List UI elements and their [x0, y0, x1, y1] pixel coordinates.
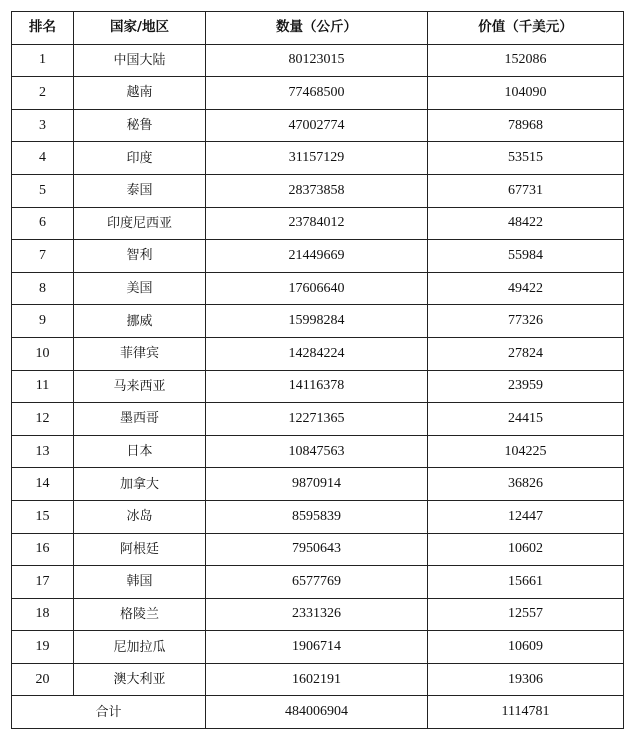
cell-rank: 3 — [12, 109, 74, 142]
cell-country: 格陵兰 — [74, 598, 206, 631]
cell-quantity: 14116378 — [206, 370, 428, 403]
table-row — [12, 370, 624, 403]
total-label: 合计 — [12, 696, 206, 729]
cell-country: 马来西亚 — [74, 370, 206, 403]
cell-value: 67731 — [428, 174, 624, 207]
table-row — [12, 403, 624, 436]
cell-rank: 2 — [12, 77, 74, 110]
cell-country: 越南 — [74, 77, 206, 110]
import-ranking-table — [11, 11, 624, 729]
header-row — [12, 12, 624, 45]
cell-value: 77326 — [428, 305, 624, 338]
table-row — [12, 468, 624, 501]
total-row — [12, 696, 624, 729]
total-value: 1114781 — [428, 696, 624, 729]
cell-value: 15661 — [428, 566, 624, 599]
cell-rank: 8 — [12, 272, 74, 305]
cell-quantity: 6577769 — [206, 566, 428, 599]
cell-quantity: 10847563 — [206, 435, 428, 468]
cell-quantity: 7950643 — [206, 533, 428, 566]
cell-value: 12557 — [428, 598, 624, 631]
cell-rank: 4 — [12, 142, 74, 175]
cell-country: 泰国 — [74, 174, 206, 207]
cell-quantity: 31157129 — [206, 142, 428, 175]
cell-country: 阿根廷 — [74, 533, 206, 566]
cell-rank: 1 — [12, 44, 74, 77]
cell-value: 24415 — [428, 403, 624, 436]
table-row — [12, 337, 624, 370]
table-row — [12, 142, 624, 175]
cell-quantity: 28373858 — [206, 174, 428, 207]
cell-value: 104225 — [428, 435, 624, 468]
cell-country: 澳大利亚 — [74, 663, 206, 696]
cell-quantity: 12271365 — [206, 403, 428, 436]
cell-quantity: 47002774 — [206, 109, 428, 142]
cell-value: 27824 — [428, 337, 624, 370]
cell-quantity: 23784012 — [206, 207, 428, 240]
table-row — [12, 240, 624, 273]
table-row — [12, 174, 624, 207]
cell-country: 墨西哥 — [74, 403, 206, 436]
cell-rank: 11 — [12, 370, 74, 403]
cell-country: 美国 — [74, 272, 206, 305]
table-row — [12, 435, 624, 468]
table-row — [12, 207, 624, 240]
cell-country: 日本 — [74, 435, 206, 468]
cell-quantity: 8595839 — [206, 500, 428, 533]
cell-rank: 6 — [12, 207, 74, 240]
cell-country: 韩国 — [74, 566, 206, 599]
table-row — [12, 305, 624, 338]
cell-value: 23959 — [428, 370, 624, 403]
cell-value: 12447 — [428, 500, 624, 533]
cell-value: 19306 — [428, 663, 624, 696]
cell-rank: 5 — [12, 174, 74, 207]
cell-country: 中国大陆 — [74, 44, 206, 77]
cell-rank: 15 — [12, 500, 74, 533]
cell-value: 53515 — [428, 142, 624, 175]
cell-rank: 17 — [12, 566, 74, 599]
cell-rank: 18 — [12, 598, 74, 631]
cell-country: 印度尼西亚 — [74, 207, 206, 240]
cell-value: 48422 — [428, 207, 624, 240]
cell-value: 104090 — [428, 77, 624, 110]
cell-rank: 9 — [12, 305, 74, 338]
total-quantity: 484006904 — [206, 696, 428, 729]
table-row — [12, 500, 624, 533]
cell-quantity: 77468500 — [206, 77, 428, 110]
cell-country: 印度 — [74, 142, 206, 175]
cell-value: 78968 — [428, 109, 624, 142]
cell-rank: 7 — [12, 240, 74, 273]
cell-value: 10602 — [428, 533, 624, 566]
cell-quantity: 21449669 — [206, 240, 428, 273]
cell-country: 挪威 — [74, 305, 206, 338]
table-row — [12, 272, 624, 305]
table-row — [12, 663, 624, 696]
cell-country: 冰岛 — [74, 500, 206, 533]
cell-value: 49422 — [428, 272, 624, 305]
cell-value: 36826 — [428, 468, 624, 501]
cell-quantity: 1602191 — [206, 663, 428, 696]
table-row — [12, 44, 624, 77]
cell-rank: 13 — [12, 435, 74, 468]
cell-rank: 16 — [12, 533, 74, 566]
table-row — [12, 109, 624, 142]
cell-quantity: 14284224 — [206, 337, 428, 370]
header-quantity: 数量（公斤） — [206, 12, 428, 45]
table-container — [11, 11, 624, 729]
cell-rank: 12 — [12, 403, 74, 436]
table-row — [12, 77, 624, 110]
cell-country: 菲律宾 — [74, 337, 206, 370]
cell-quantity: 80123015 — [206, 44, 428, 77]
cell-value: 10609 — [428, 631, 624, 664]
cell-country: 秘鲁 — [74, 109, 206, 142]
table-row — [12, 566, 624, 599]
cell-quantity: 15998284 — [206, 305, 428, 338]
header-rank: 排名 — [12, 12, 74, 45]
header-country: 国家/地区 — [74, 12, 206, 45]
cell-rank: 10 — [12, 337, 74, 370]
table-body — [12, 44, 624, 696]
cell-country: 尼加拉瓜 — [74, 631, 206, 664]
cell-rank: 20 — [12, 663, 74, 696]
table-row — [12, 598, 624, 631]
cell-rank: 14 — [12, 468, 74, 501]
header-value: 价值（千美元） — [428, 12, 624, 45]
cell-quantity: 1906714 — [206, 631, 428, 664]
table-row — [12, 631, 624, 664]
cell-country: 智利 — [74, 240, 206, 273]
cell-quantity: 2331326 — [206, 598, 428, 631]
cell-country: 加拿大 — [74, 468, 206, 501]
cell-quantity: 9870914 — [206, 468, 428, 501]
cell-quantity: 17606640 — [206, 272, 428, 305]
cell-value: 152086 — [428, 44, 624, 77]
table-row — [12, 533, 624, 566]
cell-value: 55984 — [428, 240, 624, 273]
cell-rank: 19 — [12, 631, 74, 664]
